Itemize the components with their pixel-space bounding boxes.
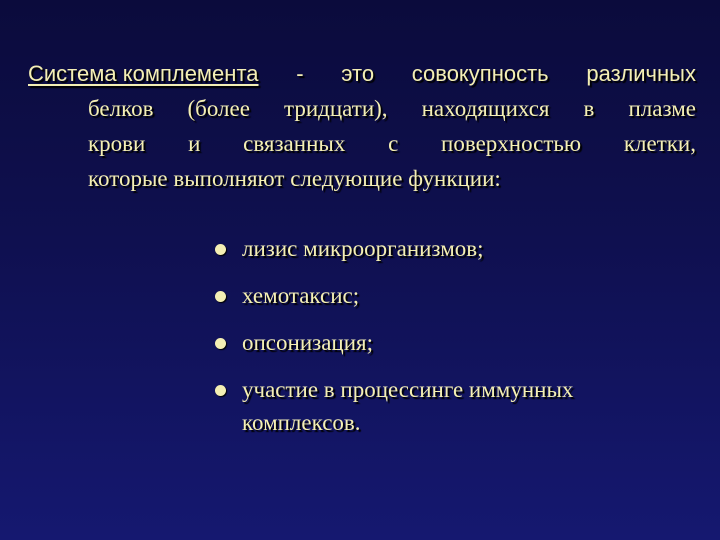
term-complement-system: Система комплемента <box>28 61 259 86</box>
intro-word: белков <box>88 96 154 121</box>
intro-word: - <box>296 61 304 86</box>
intro-word: (более <box>187 96 250 121</box>
list-item <box>213 279 683 312</box>
intro-word: в <box>583 96 595 121</box>
intro-word: связанных <box>243 131 346 156</box>
intro-word: поверхностью <box>441 131 582 156</box>
intro-word: совокупность <box>411 61 549 86</box>
intro-word: тридцати), <box>284 96 388 121</box>
intro-line-4 <box>28 161 696 196</box>
list-item-text: участие в процессинге иммунных комплексов. <box>242 377 574 435</box>
intro-word: и <box>188 131 201 156</box>
intro-line-1 <box>28 56 696 91</box>
functions-list <box>213 232 683 453</box>
intro-line-3 <box>28 126 696 161</box>
list-item <box>213 326 683 359</box>
list-item-text: лизис микроорганизмов; <box>242 236 484 261</box>
bullet-icon <box>215 244 226 255</box>
intro-word: находящихся <box>421 96 550 121</box>
intro-word: крови <box>88 131 146 156</box>
bullet-icon <box>215 385 226 396</box>
intro-line-2 <box>28 91 696 126</box>
bullet-icon <box>215 338 226 349</box>
intro-word: различных <box>586 61 696 86</box>
intro-paragraph <box>28 56 696 196</box>
list-item-text: опсонизация; <box>242 330 374 355</box>
intro-word: клетки, <box>623 131 696 156</box>
list-item-text: хемотаксис; <box>242 283 360 308</box>
intro-word: это <box>341 61 375 86</box>
list-item <box>213 373 683 439</box>
intro-word: с <box>388 131 399 156</box>
intro-text: которые выполняют следующие функции: <box>88 166 501 191</box>
bullet-icon <box>215 291 226 302</box>
list-item <box>213 232 683 265</box>
intro-word: плазме <box>628 96 696 121</box>
